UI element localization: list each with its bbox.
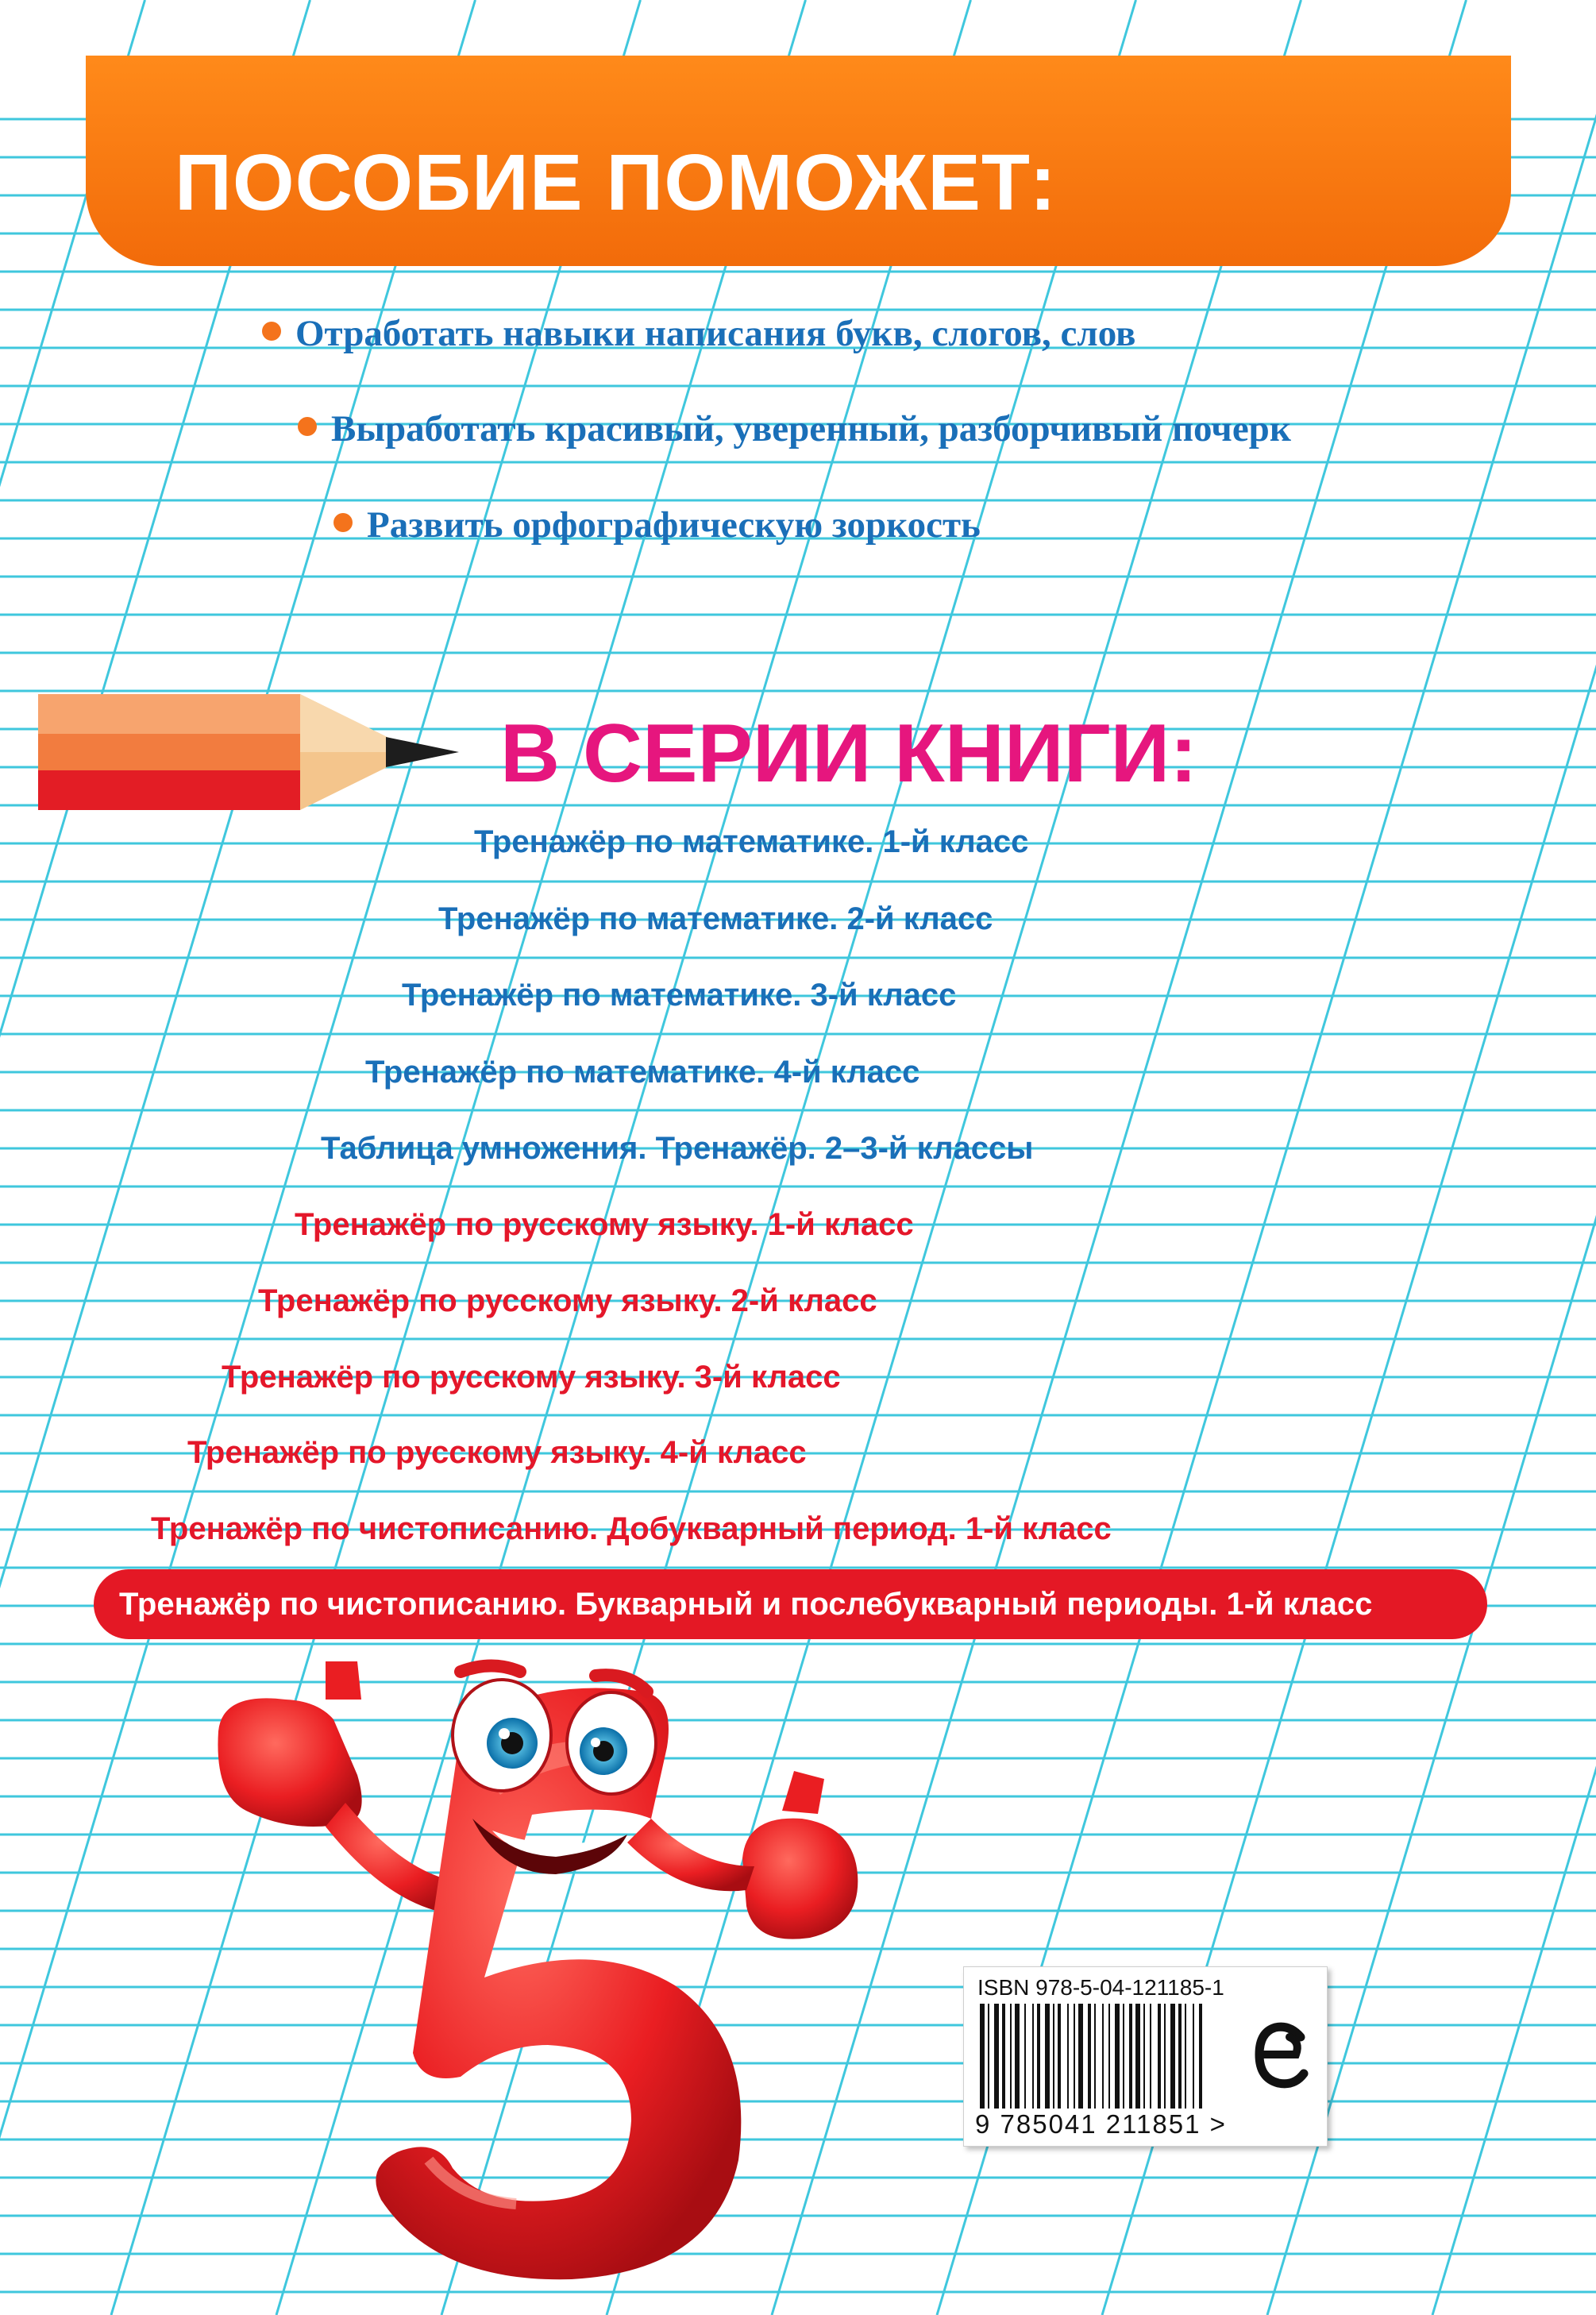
barcode-bar	[1135, 2004, 1140, 2109]
barcode-bar	[994, 2004, 999, 2109]
benefit-text: Выработать красивый, уверенный, разборчивый почерк	[331, 408, 1291, 449]
barcode-bar	[1074, 2004, 1075, 2109]
publisher-logo-icon	[1255, 2021, 1310, 2089]
barcode-bar	[1015, 2004, 1020, 2109]
pencil-icon	[38, 689, 467, 816]
current-book-title: Тренажёр по чистописанию. Букварный и послебукварный периоды. 1-й класс	[119, 1587, 1373, 1622]
benefit-text: Развить орфографическую зоркость	[367, 504, 981, 546]
page-title: ПОСОБИЕ ПОМОЖЕТ:	[175, 138, 1057, 227]
book-title: Тренажёр по чистописанию. Добукварный период. 1-й класс	[151, 1511, 1112, 1546]
barcode-bar	[1078, 2004, 1083, 2109]
barcode-bar	[1158, 2004, 1161, 2109]
barcode-bar	[1053, 2004, 1054, 2109]
barcode-bar	[1123, 2004, 1124, 2109]
barcode-bar	[1178, 2004, 1182, 2109]
barcode-bar	[1102, 2004, 1104, 2109]
benefit-item	[333, 503, 981, 547]
mascot-number-five-icon	[199, 1644, 881, 2295]
benefit-text: Отработать навыки написания букв, слогов, слов	[295, 313, 1136, 354]
book-title: Тренажёр по русскому языку. 2-й класс	[258, 1283, 877, 1318]
book-title: Тренажёр по математике. 4-й класс	[365, 1055, 920, 1090]
book-title: Тренажёр по математике. 2-й класс	[438, 901, 993, 936]
barcode-bar	[1129, 2004, 1132, 2109]
bullet-icon	[298, 417, 317, 436]
barcode-bar	[1185, 2004, 1186, 2109]
barcode-bar	[1170, 2004, 1175, 2109]
barcode-bar	[980, 2004, 985, 2109]
isbn-number: ISBN 978-5-04-121185-1	[977, 1975, 1224, 2000]
barcode-bar	[1143, 2004, 1145, 2109]
barcode-bar	[1058, 2004, 1061, 2109]
barcode-bar	[1024, 2004, 1026, 2109]
bullet-icon	[262, 322, 281, 341]
bullet-icon	[333, 513, 353, 532]
book-title: Тренажёр по русскому языку. 4-й класс	[187, 1435, 807, 1470]
barcode-bar	[1108, 2004, 1110, 2109]
barcode-bar	[988, 2004, 989, 2109]
barcode-bar	[1094, 2004, 1096, 2109]
book-title: Таблица умножения. Тренажёр. 2–3-й классы	[321, 1131, 1034, 1166]
series-title: В СЕРИИ КНИГИ:	[500, 708, 1197, 800]
benefit-item	[262, 311, 1135, 356]
barcode-bar	[1150, 2004, 1151, 2109]
barcode-bar	[1088, 2004, 1091, 2109]
barcode-bar	[1010, 2004, 1012, 2109]
barcode-digits: 9 785041 211851 >	[975, 2109, 1227, 2139]
barcode-bar	[1164, 2004, 1166, 2109]
book-title: Тренажёр по математике. 3-й класс	[402, 978, 957, 1013]
book-title: Тренажёр по русскому языку. 3-й класс	[222, 1360, 841, 1395]
barcode-bar	[1045, 2004, 1050, 2109]
barcode-bar	[1067, 2004, 1069, 2109]
book-title: Тренажёр по русскому языку. 1-й класс	[295, 1207, 914, 1242]
barcode-bar	[1115, 2004, 1120, 2109]
barcode-bar	[1002, 2004, 1005, 2109]
barcode-bar	[1199, 2004, 1202, 2109]
barcode-bar	[1193, 2004, 1194, 2109]
barcode-bar	[1032, 2004, 1034, 2109]
book-title: Тренажёр по математике. 1-й класс	[474, 824, 1029, 859]
barcode-bar	[1037, 2004, 1040, 2109]
benefit-item	[298, 407, 1291, 451]
